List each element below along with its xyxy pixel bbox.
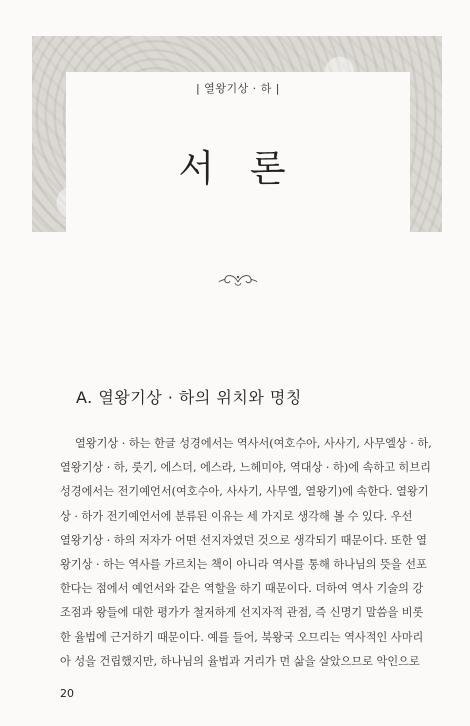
page-number: 20 — [60, 687, 74, 700]
body-paragraph — [60, 432, 432, 674]
body-line: 한다는 점에서 예언서와 같은 역할을 하기 때문이다. 더하여 역사 기술의 강 — [60, 582, 424, 596]
body-line: 왕기상 · 하는 역사를 가르치는 책이 아니라 역사를 통해 하나님의 뜻을 선포 — [60, 557, 427, 571]
flourish-ornament-icon — [218, 268, 258, 290]
series-label: | 열왕기상 · 하 | — [195, 82, 281, 95]
body-line: 열왕기상 · 하의 저자가 어떤 선지자였던 것으로 생각되기 때문이다. 또한 열 — [60, 533, 427, 547]
section-heading: A. 열왕기상 · 하의 위치와 명칭 — [76, 388, 302, 407]
body-line: 한 율법에 근거하기 때문이다. 예를 들어, 북왕국 오므리는 역사적인 사마리 — [60, 630, 424, 644]
body-line: 열왕기상 · 하는 한글 성경에서는 역사서(여호수아, 사사기, 사무엘상 · 하, — [75, 437, 432, 450]
body-line: 성경에서는 전기예언서(여호수아, 사사기, 사무엘, 열왕기)에 속한다. 열왕기 — [60, 485, 429, 499]
chapter-title: 서 론 — [178, 147, 298, 190]
body-line: 열왕기상 · 하, 룻기, 에스더, 에스라, 느헤미야, 역대상 · 하)에 속하고 히브리 — [60, 461, 431, 475]
body-line: 아 성을 건립했지만, 하나님의 율법과 거리가 먼 삶을 살았으므로 악인으로 — [60, 654, 420, 668]
body-line: 상 · 하가 전기예언서에 분류된 이유는 세 가지로 생각해 볼 수 있다. 우선 — [60, 509, 413, 523]
body-line: 조점과 왕들에 대한 평가가 철저하게 선지자적 관점, 즉 신명기 말씀을 비롯 — [60, 606, 424, 620]
